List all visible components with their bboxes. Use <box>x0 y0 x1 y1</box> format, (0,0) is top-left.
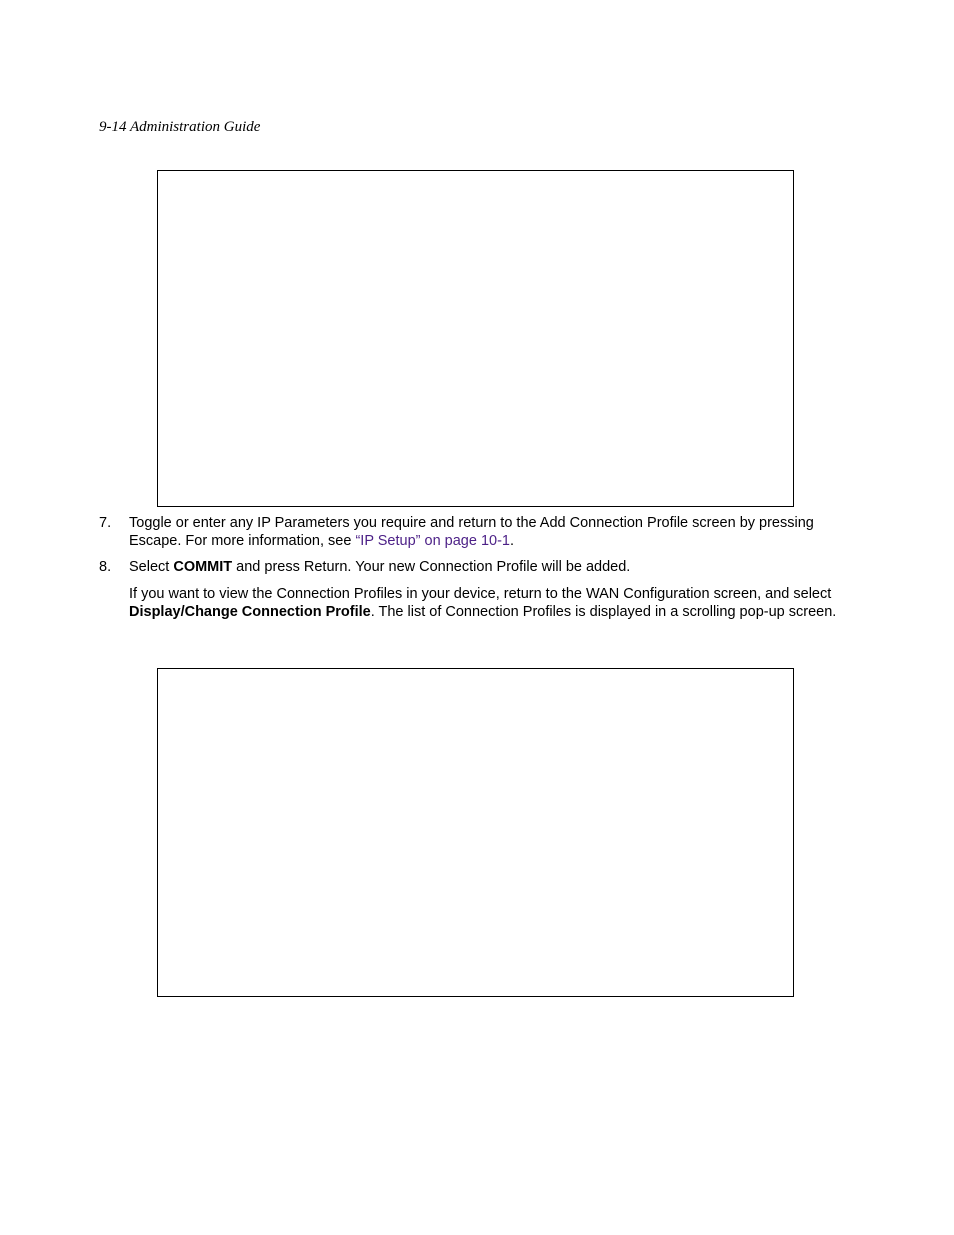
step-text-start: Select <box>129 559 174 575</box>
screenshot-frame-add-connection-profile <box>157 170 794 507</box>
running-header: 9-14 Administration Guide <box>99 119 261 135</box>
commit-keyword: COMMIT <box>173 559 233 575</box>
screenshot-frame-connection-profiles-list <box>157 668 794 997</box>
step-7 <box>99 514 859 550</box>
note-text-end: . The list of Connection Profiles is displayed in a scrolling pop-up screen. <box>370 604 837 620</box>
step-text-start: Toggle or enter any IP Parameters you require and return to the Add Connection Profile screen by pressing Escape. For more information, see <box>129 515 814 549</box>
step-text-end: and press Return. Your new Connection Profile will be added. <box>232 559 631 575</box>
step-8 <box>99 558 859 576</box>
step-number: 7. <box>99 515 112 531</box>
step-number: 8. <box>99 559 112 575</box>
step-text-end: . <box>509 533 515 549</box>
step-text <box>129 558 859 576</box>
note-text-start: If you want to view the Connection Profiles in your device, return to the WAN Configuration screen, and select <box>129 586 832 602</box>
step-8-note <box>99 585 859 621</box>
menu-item-reference: Display/Change Connection Profile <box>129 604 371 620</box>
step-text <box>129 514 859 550</box>
note-text <box>129 585 859 621</box>
cross-reference-link[interactable]: “IP Setup” on page 10-1 <box>355 533 510 549</box>
